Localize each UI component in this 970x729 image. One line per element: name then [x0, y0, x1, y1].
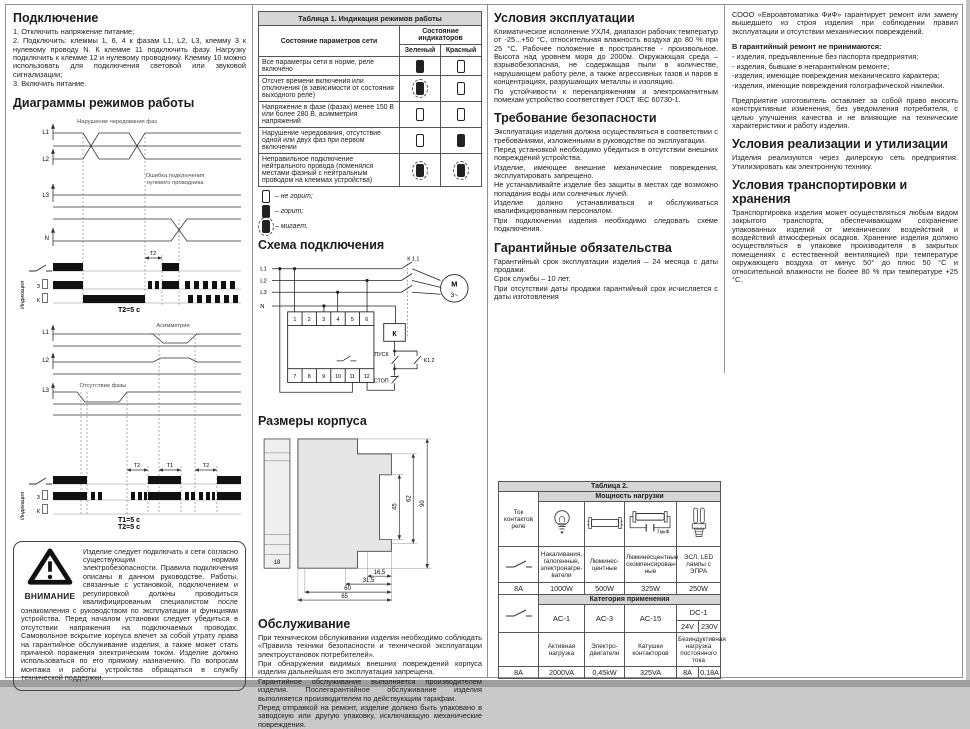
column-connection	[13, 11, 246, 683]
relay-contact-cell	[499, 595, 539, 633]
category-header: Категория применения	[539, 595, 721, 605]
section-connection	[13, 11, 246, 89]
label-red-led: К	[36, 297, 40, 304]
din-profile	[298, 439, 391, 568]
terminal-2: 2	[307, 317, 311, 324]
timing-diagram-asymmetry	[13, 318, 245, 530]
terminal-10: 10	[334, 374, 341, 381]
safety-title: Требование безопасности	[494, 111, 657, 126]
led-off-icon	[262, 190, 270, 203]
manufacturer-rights: Предприятие изготовитель оставляет за собой право вносить конструктивные изменения, без уведомления потребителя, с целью улучшения качества и не влияющие на технические характеристики и работу изделия.	[732, 95, 958, 130]
diagram2-caption2: Т2=5 с	[118, 523, 140, 531]
green-led-state	[416, 82, 424, 95]
diagrams-title: Диаграммы режимов работы	[13, 95, 195, 110]
motor-phase: 3~	[450, 292, 458, 300]
incandescent-lamp-icon	[545, 504, 579, 542]
label-stop: СТОП	[373, 378, 389, 385]
dc-voltage-cell: 24V	[677, 621, 699, 633]
table1-header-red: Красный	[441, 45, 482, 57]
table-row	[259, 76, 482, 102]
safety-p5: Изделие должно устанавливаться и обслуживаться квалифицированным персоналом.	[494, 198, 718, 216]
safety-p1: Эксплуатация изделия должна осуществляться в соответствии с требованиями, изложенными в руководстве по эксплуатации.	[494, 127, 718, 145]
manufacturer-paragraph: СООО «Евроавтоматика ФиФ» гарантирует ремонт или замену вышедшего из строя изделия при соблюдении правил эксплуатации и отсутствии механических повреждений.	[732, 10, 958, 36]
value-cell: 8А	[677, 667, 699, 679]
label-start: ПУСК	[374, 351, 389, 358]
legend-blink: – мигает.	[275, 223, 308, 230]
connection-schematic	[258, 255, 482, 404]
green-led-state	[416, 108, 424, 121]
relay-contact-icon	[29, 478, 52, 484]
case-dimensions-drawing	[258, 431, 482, 608]
schema-title: Схема подключения	[258, 238, 385, 252]
load-type-cell: Накаливания, галогенные, электронагре- ватели	[539, 547, 585, 583]
column-divider-2	[487, 5, 488, 677]
terminal-12: 12	[363, 374, 370, 381]
service-p4: Перед отправкой на ремонт, изделие должно быть упаковано в заводскую или другую упаковку, исключающую механические повреждения.	[258, 702, 482, 729]
operation-p2: По устойчивости к перенапряжениям и электромагнитным помехам устройство соответствует ГОСТ IEC 60730-1.	[494, 86, 718, 104]
column-tables-schema	[258, 11, 482, 729]
load-type-cell: ЭСЛ, LED лампы с ЭПРА	[677, 547, 721, 583]
table1-header-indicators: Состояние индикаторов	[400, 26, 482, 45]
current-cell: 8А	[499, 667, 539, 679]
red-led-state	[457, 164, 465, 177]
column-warranty-info	[732, 11, 958, 679]
terminal-11: 11	[349, 374, 356, 381]
table1-title: Таблица 1. Индикация режимов работы	[259, 12, 482, 26]
not-accepted-item: -изделия, имеющие повреждения голографической наклейки.	[732, 80, 945, 90]
label-l3: L3	[260, 290, 267, 297]
category-cell: AC-15	[625, 605, 677, 633]
terminal-1: 1	[293, 317, 297, 324]
realization-p1: Изделия реализуются через дилерскую сеть предприятия. Утилизировать как электронную технику.	[732, 153, 958, 171]
dim-front: 45	[392, 503, 399, 510]
label-l2: L2	[260, 278, 267, 285]
warranty-p3: При отсутствии даты продажи гарантийный срок исчисляется с даты изготовления	[494, 283, 718, 301]
dim-b1: 16,5	[373, 570, 386, 577]
diagram2-caption1: Т1=5 с	[118, 516, 140, 524]
safety-p6: При подключении изделия необходимо следовать схеме подключения.	[494, 215, 718, 234]
warning-icon-block	[21, 548, 79, 601]
warning-label: ВНИМАНИЕ	[24, 590, 76, 601]
green-led-icon	[43, 490, 48, 499]
label-indication: Индикация	[20, 280, 26, 309]
table-row	[259, 57, 482, 76]
safety-p4: Не устанавливайте изделие без защиты в местах где возможно попадания воды или солнечных лучей.	[494, 180, 718, 198]
label-l3: L3	[42, 192, 49, 199]
annotation-neutral-line2: нулевого проводника	[146, 179, 204, 186]
power-cell: 1000W	[539, 583, 585, 595]
dim-b2: 31,5	[362, 578, 375, 585]
column-conditions	[494, 11, 718, 471]
table-row	[259, 128, 482, 154]
not-accepted-item: - изделия, бывшие в негарантийном ремонте;	[732, 61, 890, 71]
dc-voltage-cell: 230V	[699, 621, 721, 633]
label-l3: L3	[42, 387, 49, 394]
label-indication: Индикация	[20, 491, 26, 520]
value-cell: 0,18А	[700, 668, 719, 677]
value-cell: 2000VA	[539, 667, 585, 679]
table1-indication-modes	[258, 11, 482, 187]
terminal-3: 3	[322, 317, 326, 324]
fluorescent-tube-cell	[585, 502, 625, 547]
label-l1: L1	[260, 266, 267, 273]
red-led-state	[457, 134, 465, 147]
service-p3: Гарантийное обслуживание выполняется производителем изделия. Послегарантийное обслуживание изделия выполняется производителем по действующим тарифам.	[258, 676, 482, 703]
param-cell: Напряжение в фазе (фазах) менее 150 В или более 280 В, асимметрия напряжений	[259, 102, 400, 128]
not-accepted-title: В гарантийный ремонт не принимаются:	[732, 42, 882, 52]
category-desc-cell: Активная нагрузка	[539, 633, 585, 667]
legend-off: – не горит;	[275, 193, 313, 200]
warranty-p2: Срок службы – 10 лет.	[494, 274, 571, 284]
label-k12: К1.2	[423, 357, 435, 364]
dim-height: 90	[420, 500, 427, 507]
relay-contact-icon	[504, 607, 534, 619]
terminal-6: 6	[365, 317, 369, 324]
led-legend	[258, 190, 482, 233]
safety-p3: Изделие, имеющее внешние механические повреждения, эксплуатировать запрещено.	[494, 162, 718, 181]
dim-width: 18	[273, 560, 281, 567]
service-title: Обслуживание	[258, 617, 351, 631]
operation-title: Условия эксплуатации	[494, 11, 635, 25]
param-cell: Все параметры сети в норме, реле включено	[259, 57, 400, 76]
category-desc-cell: Катушки контакторов	[625, 633, 677, 667]
table2-load-capacity	[498, 481, 726, 679]
terminal-7: 7	[293, 374, 297, 381]
green-led-icon	[43, 279, 48, 288]
annotation-phase-loss: Отсутствие фазы	[79, 382, 127, 389]
table1-header-green: Зеленый	[400, 45, 441, 57]
power-header: Мощность нагрузки	[539, 492, 721, 502]
category-desc-cell: Электро- двигатели	[585, 633, 625, 667]
label-n: N	[260, 303, 265, 310]
category-cell: AC-1	[539, 605, 585, 633]
current-cell: 8А	[499, 583, 539, 595]
not-accepted-item: - изделия, предъявленные без паспорта предприятия;	[732, 52, 919, 62]
transport-title: Условия транспортировки и хранения	[732, 178, 908, 207]
connection-step-3: 3. Включить питание.	[13, 79, 87, 89]
dimensions-title: Размеры корпуса	[258, 414, 367, 428]
label-l2: L2	[42, 156, 49, 163]
warning-text: Изделие следует подключать к сети согласно существующим нормам электробезопасности. Правила подключения описаны в данном руководстве. Работы, связанные с установкой, подключением и регулировкой должны проводиться квалифицированым специалистом после ознакомления с руководством по эксплуатации и функциями устройства. Перед началом установки следует убедиться в отсутствии напряжения на подключаемых проводах. Самовольное вскрытие корпуса влечет за собой утрату права на гарантийное обслуживание изделия, а также может стать причиной поражения электрическим током. Изделие должно использоваться по его прямому назначению. По вопросам монтажа и работы устройства обращаться в службу технической поддержки.	[21, 546, 238, 683]
connection-title: Подключение	[13, 11, 99, 25]
column-divider-3	[724, 5, 725, 373]
led-blink-icon	[262, 220, 270, 233]
green-led-state	[416, 134, 424, 147]
green-led-state	[416, 60, 424, 73]
operation-p1: Климатическое исполнение УХЛ4, диапазон рабочих температур от -25...+50 °С, относительная влажность воздуха до 80 % при 25 °С. Рабочее положение в пространстве - произвольное. Высота над уровнем моря до 2000м. Окружающая среда – взрывобезопасная, не содержащая пыли в количестве, нарушающем работу реле, а также агрессивных газов и паров в концентрациях, разрушающих металлы и изоляцию.	[494, 27, 718, 87]
annotation-neutral-line1: Ошибка подключения	[145, 172, 205, 179]
realization-title: Условия реализации и утилизации	[732, 137, 948, 152]
fluorescent-tube-icon	[587, 504, 623, 542]
compensated-fluorescent-icon	[627, 504, 675, 542]
incandescent-lamp-cell	[539, 502, 585, 547]
compensated-fluorescent-cell	[625, 502, 677, 547]
transport-p1: Транспортировка изделия может осуществляться любым видом закрытого транспорта, обеспечивающим сохранение упакованных изделий от механических воздействий и воздействий атмосферных осадков. Хранение изделия должно осуществляться в упаковке производителя в закрытых помещениях с естественной вентиляцией при температуре окружающего воздуха от минус 50° до плюс 50 °С и относительной влажности не более 80 % при температуре +25 °С.	[732, 208, 958, 284]
value-cell: 325VA	[625, 667, 677, 679]
label-l1: L1	[42, 329, 49, 336]
cap-label: 7мкФ	[656, 529, 669, 536]
not-accepted-item: -изделия, имеющие повреждения механического характера;	[732, 71, 940, 81]
terminal-9: 9	[322, 374, 326, 381]
warranty-title: Гарантийные обязательства	[494, 240, 672, 255]
dim-b4: 65	[341, 594, 348, 601]
relay-contact-cell	[499, 547, 539, 583]
red-led-state	[457, 108, 465, 121]
annotation-phase-order: Нарушение чередования фаз	[77, 118, 157, 125]
dim-b3: 60	[344, 586, 351, 593]
terminal-8: 8	[307, 374, 311, 381]
legend-on: – горит;	[275, 208, 304, 215]
label-green-led: З	[36, 494, 40, 501]
param-cell: Неправильное подключение нейтрального провода (поменялся местами фазный с нейтральным проводом на клеммах устройства)	[259, 154, 400, 187]
safety-p2: Перед установкой необходимо убедиться в отсутствии внешних повреждений устройства.	[494, 144, 718, 163]
table-row	[259, 102, 482, 128]
value-cell: 0,45kW	[585, 667, 625, 679]
label-t2: Т2	[149, 250, 157, 257]
table1-header-param: Состояние параметров сети	[259, 26, 400, 57]
load-type-cell: Люминес- центные	[585, 547, 625, 583]
label-l2: L2	[42, 357, 49, 364]
red-led-state	[457, 82, 465, 95]
label-t2a: Т2	[133, 462, 141, 469]
param-cell: Нарушение чередования, отсутствие одной или двух фаз при первом включении	[259, 128, 400, 154]
table-row	[259, 154, 482, 187]
esl-led-lamp-icon	[684, 503, 714, 543]
label-green-led: З	[36, 283, 40, 290]
timing-diagram-phase-order	[13, 113, 245, 313]
label-t2b: Т2	[202, 462, 210, 469]
terminal-5: 5	[350, 317, 354, 324]
service-p1: При техническом обслуживании изделия необходимо соблюдать «Правила техники безопасности и технической эксплуатации электроустановок потребителей».	[258, 633, 482, 659]
table2-title: Таблица 2.	[499, 482, 721, 492]
connection-step-1: 1. Отключить напряжение питание;	[13, 27, 135, 36]
table2-col0-header: Ток контактов реле	[499, 492, 539, 547]
coil-label: К	[392, 330, 397, 338]
param-cell: Отсчет времени включения или отключения (в зависимости от состояния выходного реле)	[259, 76, 400, 102]
power-cell: 325W	[625, 583, 677, 595]
red-led-state	[457, 60, 465, 73]
warranty-p1: Гарантийный срок эксплуатации изделия – 24 месяца с даты продажи.	[494, 256, 718, 274]
relay-contact-icon	[504, 558, 534, 570]
red-led-icon	[43, 293, 48, 302]
label-k11: К 1.1	[407, 256, 420, 263]
label-red-led: К	[36, 508, 40, 515]
load-type-cell: Люминесцентные скомпенсирован- ные	[625, 547, 677, 583]
label-n: N	[44, 235, 49, 242]
warning-triangle-icon	[28, 548, 72, 586]
diagram1-caption: Т2=5 с	[118, 306, 140, 314]
category-cell: DC-1	[677, 605, 721, 621]
esl-led-lamp-cell	[677, 502, 721, 547]
label-t1: Т1	[166, 462, 174, 469]
red-led-icon	[43, 504, 48, 513]
annotation-asymmetry: Асимметрия	[156, 322, 190, 329]
power-cell: 250W	[677, 583, 721, 595]
category-desc-cell: Безиндуктивная нагрузка постоянного тока	[677, 633, 721, 667]
terminal-4: 4	[336, 317, 340, 324]
dim-mid: 62	[406, 495, 413, 502]
relay-contact-icon	[29, 265, 52, 271]
column-divider-1	[252, 5, 253, 677]
motor-m: М	[451, 279, 458, 289]
service-p2: При обнаружении видимых внешних повреждений корпуса изделия дальнейшая его эксплуатация запрещена.	[258, 659, 482, 677]
connection-step-2: 2. Подключить: клеммы 1, 6, 4 к фазам L1, L2, L3, клемму 3 к нулевому проводу N. К клемме 11 подключить фазу. Нагрузку подключить к клемме 12 и нулевому проводнику. Клемму 10 можно использовать для подключения световой или звуковой сигнализации;	[13, 36, 246, 79]
power-cell: 500W	[585, 583, 625, 595]
label-l1: L1	[42, 129, 49, 136]
green-led-state	[416, 164, 424, 177]
category-cell: AC-3	[585, 605, 625, 633]
warning-box	[13, 541, 246, 691]
